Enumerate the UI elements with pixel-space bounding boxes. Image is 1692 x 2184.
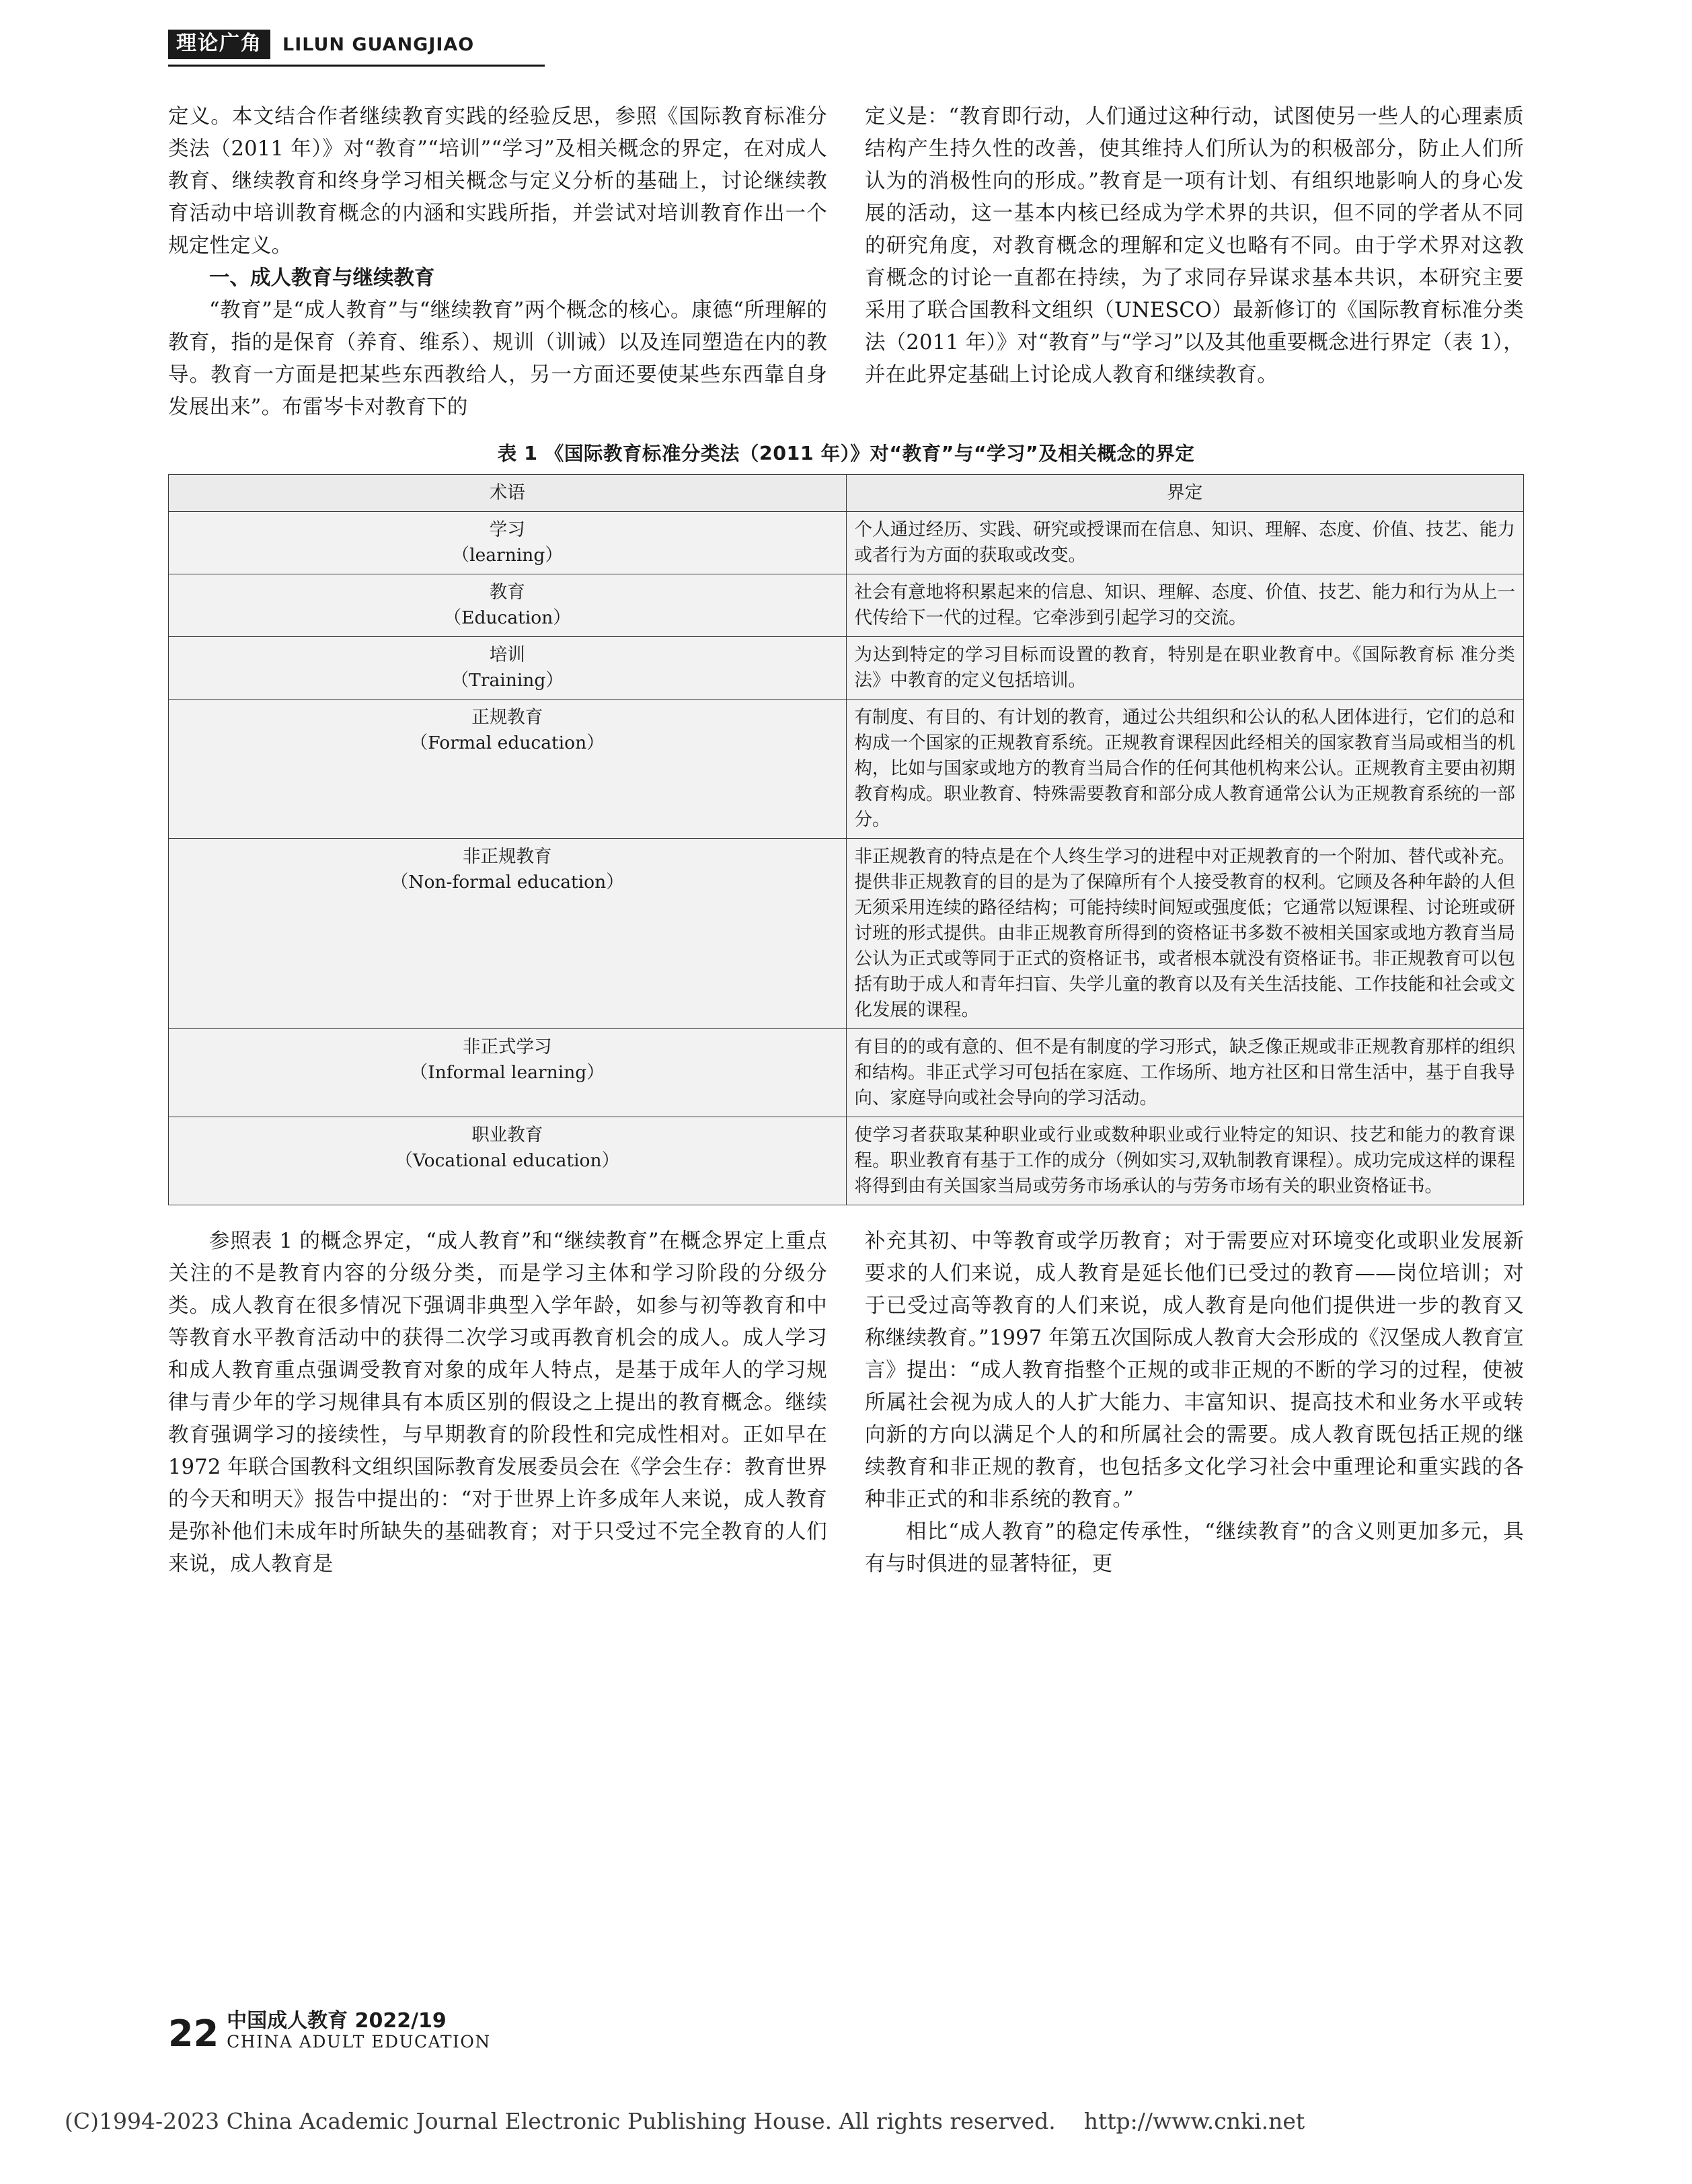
table-cell-definition: 有制度、有目的、有计划的教育，通过公共组织和公认的私人团体进行，它们的总和构成一个国家的正规教育系统。正规教育课程因此经相关的国家教育当局或相当的机构，比如与国家或地方的教育当局合作的任何其他机构来公认。正规教育主要由初期教育构成。职业教育、特殊需要教育和部分成人教育通常公认为正规教育系统的一部分。	[846, 700, 1524, 839]
section-brand-cn: 理论广角	[168, 30, 270, 59]
section-heading: 一、成人教育与继续教育	[209, 266, 435, 290]
table-cell-term	[169, 574, 847, 637]
lower-left-column	[168, 1226, 827, 1581]
table-cell-definition: 个人通过经历、实践、研究或授课而在信息、知识、理解、态度、价值、技艺、能力或者行为方面的获取或改变。	[846, 512, 1524, 574]
term-en: （Informal learning）	[410, 1062, 605, 1083]
header-band	[168, 30, 545, 67]
table-cell-term	[169, 700, 847, 839]
page-header	[168, 0, 1524, 77]
table-row	[169, 1029, 1524, 1117]
term-cn: 职业教育	[471, 1125, 543, 1145]
table-caption: 表 1 《国际教育标准分类法（2011 年）》对“教育”与“学习”及相关概念的界定	[497, 443, 1195, 465]
term-en: （Education）	[443, 607, 571, 628]
paragraph: “教育”是“成人教育”与“继续教育”两个概念的核心。康德“所理解的教育，指的是保育（养育、维系）、规训（训诫）以及连同塑造在内的教导。教育一方面是把某些东西教给人，另一方面还要使某些东西靠自身发展出来”。布雷岑卡对教育下的	[168, 299, 827, 419]
table-cell-term	[169, 839, 847, 1029]
table-block	[168, 439, 1524, 1205]
term-cn: 培训	[489, 644, 525, 665]
table-cell-term	[169, 512, 847, 574]
term-cn: 正规教育	[471, 707, 543, 728]
copyright-notice: (C)1994-2023 China Academic Journal Electronic Publishing House. All rights reserved. http://www.cnki.net	[65, 2108, 1305, 2134]
lower-columns	[168, 1226, 1524, 1581]
paragraph: 定义是：“教育即行动，人们通过这种行动，试图使另一些人的心理素质结构产生持久性的改善，使其维持人们所认为的积极部分，防止人们所认为的消极性向的形成。”教育是一项有计划、有组织地影响人的身心发展的活动，这一基本内核已经成为学术界的共识，但不同的学者从不同的研究角度，对教育概念的理解和定义也略有不同。由于学术界对这教育概念的讨论一直都在持续，为了求同存异谋求基本共识，本研究主要采用了联合国教科文组织（UNESCO）最新修订的《国际教育标准分类法（2011 年）》对“教育”与“学习”以及其他重要概念进行界定（表 1），并在此界定基础上讨论成人教育和继续教育。	[865, 105, 1524, 387]
upper-columns	[168, 101, 1524, 424]
table-row	[169, 700, 1524, 839]
term-en: （Non-formal education）	[390, 872, 624, 893]
table-header-definition: 界定	[846, 475, 1524, 512]
journal-title-cn: 中国成人教育 2022/19	[227, 2008, 447, 2033]
table-cell-term	[169, 1029, 847, 1117]
table-cell-definition: 社会有意地将积累起来的信息、知识、理解、态度、价值、技艺、能力和行为从上一代传给下一代的过程。它牵涉到引起学习的交流。	[846, 574, 1524, 637]
paragraph-continuation: 定义。本文结合作者继续教育实践的经验反思，参照《国际教育标准分类法（2011 年）》对“教育”“培训”“学习”及相关概念的界定，在对成人教育、继续教育和终身学习相关概念与定义分析的基础上，讨论继续教育活动中培训教育概念的内涵和实践所指，并尝试对培训教育作出一个规定性定义。	[168, 105, 827, 258]
term-cn: 非正规教育	[463, 846, 552, 867]
upper-left-column	[168, 101, 827, 424]
table-header-row	[169, 475, 1524, 512]
table-header-term: 术语	[169, 475, 847, 512]
section-brand-en: LILUN GUANGJIAO	[282, 34, 475, 55]
table-cell-term	[169, 1117, 847, 1205]
paragraph-continuation: 补充其初、中等教育或学历教育；对于需要应对环境变化或职业发展新要求的人们来说，成人教育是延长他们已受过的教育——岗位培训；对于已受过高等教育的人们来说，成人教育是向他们提供进一步的教育又称继续教育。”1997 年第五次国际成人教育大会形成的《汉堡成人教育宣言》提出：“成人教育指整个正规的或非正规的不断的学习的过程，使被所属社会视为成人的人扩大能力、丰富知识、提高技术和业务水平或转向新的方向以满足个人的和所属社会的需要。成人教育既包括正规的继续教育和非正规的教育，也包括多文化学习社会中重理论和重实践的各种非正式的和非系统的教育。”	[865, 1230, 1524, 1511]
paragraph: 参照表 1 的概念界定，“成人教育”和“继续教育”在概念界定上重点关注的不是教育内容的分级分类，而是学习主体和学习阶段的分级分类。成人教育在很多情况下强调非典型入学年龄，如参与初等教育和中等教育水平教育活动中的获得二次学习或再教育机会的成人。成人学习和成人教育重点强调受教育对象的成年人特点，是基于成年人的学习规律与青少年的学习规律具有本质区别的假设之上提出的教育概念。继续教育强调学习的接续性，与早期教育的阶段性和完成性相对。正如早在 1972 年联合国教科文组织国际教育发展委员会在《学会生存：教育世界的今天和明天》报告中提出的：“对于世界上许多成年人来说，成人教育是弥补他们未成年时所缺失的基础教育；对于只受过不完全教育的人们来说，成人教育是	[168, 1230, 827, 1576]
table-cell-definition: 有目的的或有意的、但不是有制度的学习形式，缺乏像正规或非正规教育那样的组织和结构。非正式学习可包括在家庭、工作场所、地方社区和日常生活中，基于自我导向、家庭导向或社会导向的学习活动。	[846, 1029, 1524, 1117]
term-cn: 学习	[489, 519, 525, 540]
table-cell-definition: 为达到特定的学习目标而设置的教育，特别是在职业教育中。《国际教育标 准分类法》中教育的定义包括培训。	[846, 637, 1524, 700]
table-row	[169, 574, 1524, 637]
upper-right-column	[865, 101, 1524, 424]
term-en: （Vocational education）	[395, 1150, 620, 1171]
table-row	[169, 839, 1524, 1029]
term-en: （learning）	[451, 545, 563, 566]
table-row	[169, 637, 1524, 700]
page-footer	[168, 2008, 491, 2055]
term-en: （Formal education）	[410, 732, 605, 753]
table-cell-definition: 非正规教育的特点是在个人终生学习的进程中对正规教育的一个附加、替代或补充。提供非正规教育的目的是为了保障所有个人接受教育的权利。它顾及各种年龄的人但无须采用连续的路径结构；可能持续时间短或强度低；它通常以短课程、讨论班或研讨班的形式提供。由非正规教育所得到的资格证书多数不被相关国家或地方教育当局公认为正式或等同于正式的资格证书，或者根本就没有资格证书。非正规教育可以包括有助于成人和青年扫盲、失学儿童的教育以及有关生活技能、工作技能和社会或文化发展的课程。	[846, 839, 1524, 1029]
table-cell-term	[169, 637, 847, 700]
table-cell-definition: 使学习者获取某种职业或行业或数种职业或行业特定的知识、技艺和能力的教育课程。职业教育有基于工作的成分（例如实习,双轨制教育课程）。成功完成这样的课程将得到由有关国家当局或劳务市场承认的与劳务市场有关的职业资格证书。	[846, 1117, 1524, 1205]
table-row	[169, 512, 1524, 574]
paragraph: 相比“成人教育”的稳定传承性，“继续教育”的含义则更加多元，具有与时俱进的显著特征，更	[865, 1520, 1524, 1576]
journal-title-block	[227, 2010, 491, 2052]
term-cn: 教育	[489, 582, 525, 603]
page-number: 22	[168, 2012, 219, 2055]
term-en: （Training）	[451, 670, 564, 691]
lower-right-column	[865, 1226, 1524, 1581]
journal-title-en: CHINA ADULT EDUCATION	[227, 2032, 491, 2052]
table-row	[169, 1117, 1524, 1205]
term-cn: 非正式学习	[463, 1037, 552, 1057]
definitions-table	[168, 474, 1524, 1205]
